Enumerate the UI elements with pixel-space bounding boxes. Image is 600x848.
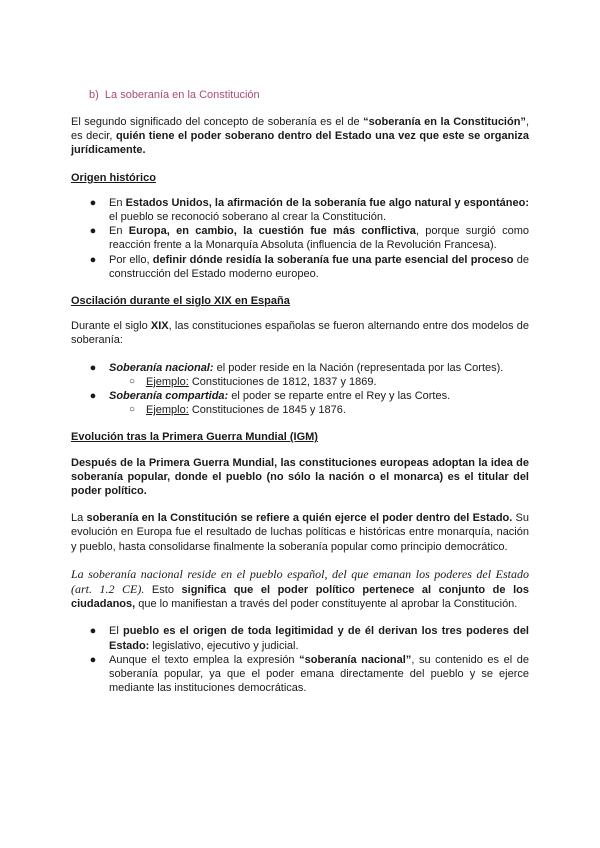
para-text: Durante el siglo bbox=[71, 320, 151, 333]
bullet-icon: ● bbox=[89, 390, 97, 403]
circle-bullet-icon: ○ bbox=[129, 404, 136, 416]
list-item bbox=[89, 196, 529, 224]
example-text: Constituciones de 1845 y 1876. bbox=[188, 404, 346, 417]
item-bold: Europa, en cambio, la cuestión fue más conflictiva bbox=[128, 225, 416, 238]
bullet-icon: ● bbox=[89, 225, 97, 238]
example-text: Constituciones de 1812, 1837 y 1869. bbox=[188, 375, 377, 388]
model-desc: el poder se reparte entre el Rey y las Cortes. bbox=[228, 390, 451, 403]
intro-text: El segundo significado del concepto de soberanía es el de bbox=[71, 116, 364, 128]
item-text: En bbox=[109, 225, 129, 238]
sub-list-item bbox=[129, 403, 529, 417]
sub-list-item bbox=[129, 375, 529, 389]
list-item bbox=[89, 389, 529, 417]
sub-list bbox=[109, 403, 529, 417]
item-rest: el pueblo se reconoció soberano al crear la Constitución. bbox=[109, 211, 386, 224]
item-bold: “soberanía nacional” bbox=[299, 653, 412, 666]
evolucion-list bbox=[71, 624, 529, 695]
model-desc: el poder reside en la Nación (representada por las Cortes). bbox=[213, 361, 504, 374]
evolucion-paragraph-2 bbox=[71, 511, 529, 554]
para-text: La bbox=[71, 512, 87, 525]
item-bold: Estados Unidos, la afirmación de la soberanía fue algo natural y espontáneo: bbox=[125, 196, 529, 209]
item-bold: definir dónde residía la soberanía fue una parte esencial del proceso bbox=[152, 253, 514, 266]
list-item bbox=[89, 361, 529, 389]
list-item bbox=[89, 624, 529, 652]
para-bold: soberanía en la Constitución se refiere a quién ejerce el poder dentro del Estado. bbox=[86, 512, 513, 525]
intro-paragraph bbox=[71, 115, 529, 158]
evolucion-paragraph-3 bbox=[71, 567, 529, 612]
intro-bold-2: quién tiene el poder soberano dentro del Estado una vez que este se organiza jurídicamente. bbox=[71, 130, 530, 157]
heading-origen: Origen histórico bbox=[71, 171, 156, 184]
circle-bullet-icon: ○ bbox=[129, 375, 136, 387]
item-rest: , su contenido es el de soberanía popular, ya que el poder emana directamente del pueblo y se ejerce mediante las instituciones democráticas. bbox=[109, 653, 529, 695]
list-item bbox=[89, 224, 529, 252]
bullet-icon: ● bbox=[89, 653, 97, 666]
item-text: En bbox=[109, 196, 126, 209]
evolucion-paragraph-1: Después de la Primera Guerra Mundial, las constituciones europeas adoptan la idea de soberanía popular, donde el pueblo (no sólo la nación o el monarca) es el titular del poder político. bbox=[71, 456, 529, 498]
para-bold: significa que el poder político pertenece al conjunto de los ciudadanos, bbox=[71, 584, 529, 611]
para-rest: Su evolución en Europa fue el resultado de luchas políticas e históricas entre monarquía, nación y pueblo, hasta consolidarse finalmente la soberanía popular como principio democrático. bbox=[71, 512, 529, 553]
item-rest: , porque surgió como reacción frente a la Monarquía Absoluta (influencia de la Revolución Francesa). bbox=[109, 225, 529, 252]
bullet-icon: ● bbox=[89, 361, 97, 374]
bullet-icon: ● bbox=[89, 625, 97, 638]
bullet-icon: ● bbox=[89, 253, 97, 266]
document-content bbox=[71, 88, 529, 696]
section-title-text: La soberanía en la Constitución bbox=[104, 89, 260, 101]
item-rest: de construcción del Estado moderno europeo. bbox=[109, 253, 529, 280]
example-label: Ejemplo: bbox=[146, 375, 189, 388]
list-item bbox=[89, 653, 529, 696]
item-text: Por ello, bbox=[109, 253, 153, 266]
example-label: Ejemplo: bbox=[146, 404, 189, 417]
oscilacion-paragraph bbox=[71, 319, 529, 347]
heading-evolucion: Evolución tras la Primera Guerra Mundial (IGM) bbox=[71, 431, 318, 444]
models-list bbox=[71, 361, 529, 418]
para-rest: que lo manifiestan a través del poder constituyente al aprobar la Constitución. bbox=[135, 598, 518, 611]
item-text: Aunque el texto emplea la expresión bbox=[109, 653, 300, 666]
bullet-icon: ● bbox=[89, 196, 97, 209]
intro-bold: “soberanía en la Constitución” bbox=[363, 116, 526, 128]
para-bold: XIX bbox=[150, 320, 169, 333]
model-name: Soberanía nacional: bbox=[109, 361, 214, 374]
item-text: El bbox=[109, 625, 123, 638]
sub-list bbox=[109, 375, 529, 389]
heading-oscilacion: Oscilación durante el siglo XIX en España bbox=[71, 295, 290, 308]
para-text: Esto bbox=[144, 584, 182, 597]
constitution-quote: La soberanía nacional reside en el pueblo español, del que emanan los poderes del Estado (art. 1.2 CE). bbox=[71, 566, 529, 597]
list-item bbox=[89, 253, 529, 281]
intro-text-2: , es decir, bbox=[71, 116, 529, 143]
model-name: Soberanía compartida: bbox=[109, 390, 229, 403]
origen-list bbox=[71, 196, 529, 281]
item-rest: legislativo, ejecutivo y judicial. bbox=[149, 639, 299, 652]
para-rest: , las constituciones españolas se fueron alternando entre dos modelos de soberanía: bbox=[71, 320, 529, 347]
section-title bbox=[89, 88, 529, 102]
section-label: b) bbox=[89, 89, 99, 101]
item-bold: pueblo es el origen de toda legitimidad y de él derivan los tres poderes del Estado: bbox=[109, 625, 529, 652]
